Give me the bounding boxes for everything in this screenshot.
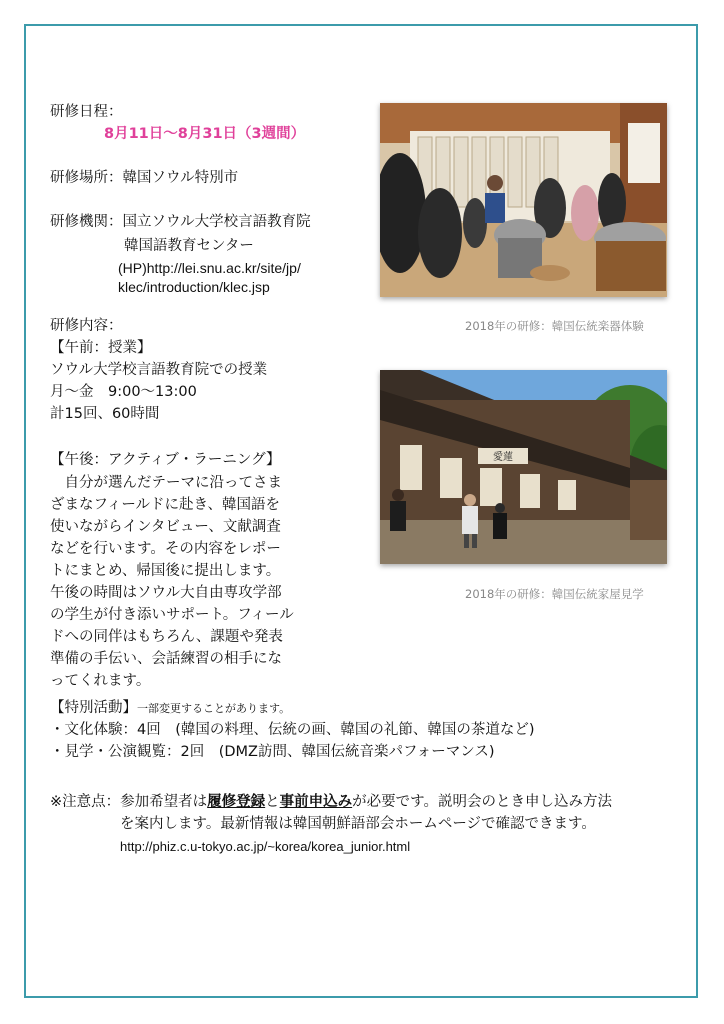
- photo-house-image: [380, 370, 667, 564]
- photo-caption-instruments: 2018年の研修：韓国伝統楽器体験: [465, 319, 644, 333]
- special-heading: 【特別活動】: [50, 700, 137, 716]
- institution-name: 国立ソウル大学校言語教育院: [122, 214, 311, 230]
- special-note: 一部変更することがあります。: [137, 702, 291, 715]
- notice-row: [50, 792, 612, 812]
- special-row: [50, 698, 290, 719]
- morning-line2: 月〜金 9:00〜13:00: [50, 384, 197, 400]
- location-value: 韓国ソウル特別市: [122, 170, 239, 186]
- institution-label: 研修機関：: [50, 214, 123, 230]
- special-item-culture: ・文化体験：4回 (韓国の料理、伝統の画、韓国の礼節、韓国の茶道など): [50, 722, 535, 738]
- institution-url-line2[interactable]: klec/introduction/klec.jsp: [118, 279, 270, 295]
- institution-center: 韓国語教育センター: [124, 238, 254, 254]
- notice-prefix: 参加希望者は: [120, 794, 208, 810]
- special-item-tour: ・見学・公演観覧：2回 (DMZ訪問、韓国伝統音楽パフォーマンス): [50, 744, 495, 760]
- morning-line3: 計15回、60時間: [50, 406, 160, 422]
- house-signboard: 愛蓮: [493, 452, 513, 463]
- content-label: 研修内容：: [50, 318, 123, 334]
- notice-emph-application: 事前申込み: [279, 794, 353, 810]
- photo-caption-house: 2018年の研修：韓国伝統家屋見学: [465, 587, 644, 601]
- notice-line2: を案内します。最新情報は韓国朝鮮語部会ホームページで確認できます。: [120, 816, 596, 832]
- notice-label: ※注意点：: [50, 794, 121, 810]
- morning-line1: ソウル大学校言語教育院での授業: [50, 362, 268, 378]
- schedule-label: 研修日程：: [50, 104, 123, 120]
- notice-url[interactable]: http://phiz.c.u-tokyo.ac.jp/~korea/korea_junior.html: [120, 839, 411, 854]
- morning-heading: 【午前：授業】: [50, 340, 152, 356]
- institution-row: [50, 212, 311, 232]
- notice-conj: と: [265, 794, 280, 810]
- location-label: 研修場所：: [50, 170, 123, 186]
- photo-instruments-image: [380, 103, 667, 297]
- notice-emph-registration: 履修登録: [207, 794, 266, 810]
- schedule-dates: 8月11日〜8月31日（3週間）: [104, 126, 306, 142]
- photo-instruments: [380, 103, 667, 297]
- institution-url-line1[interactable]: (HP)http://lei.snu.ac.kr/site/jp/: [118, 260, 301, 276]
- notice-suffix: が必要です。説明会のとき申し込み方法: [352, 794, 612, 810]
- afternoon-heading: 【午後：アクティブ・ラーニング】: [50, 452, 281, 468]
- afternoon-body: 自分が選んだテーマに沿ってさまざまなフィールドに赴き、韓国語を使いながらインタビュー、文献調査などを行います。その内容をレポートにまとめ、帰国後に提出します。午後の時間はソウル大自由専攻学部の学生が付き添いサポート。フィールドへの同伴はもちろん、課題や発表準備の手伝い、会話練習の相手になってくれます。: [50, 475, 294, 689]
- location-row: [50, 168, 238, 188]
- photo-house: [380, 370, 667, 564]
